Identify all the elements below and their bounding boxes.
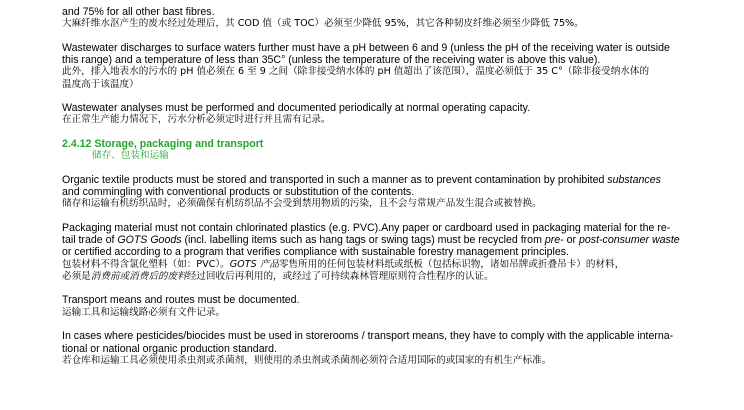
italic-term: pre- <box>544 234 564 247</box>
text-run: tail trade of <box>62 234 118 247</box>
paragraph-en-line: Transport means and routes must be documented. <box>62 294 300 307</box>
paragraph-en-line: Wastewater discharges to surface waters further must have a pH between 6 and 9 (unless the pH of the receiving water is outside <box>62 41 670 54</box>
paragraph-pesticides <box>62 330 688 367</box>
paragraph-retting-wastewater <box>62 6 688 31</box>
section-title-cn: 储存、包装和运输 <box>92 150 169 162</box>
paragraph-cn-line: 在正常生产能力情况下，污水分析必须定时进行并且需有记录。 <box>62 114 331 126</box>
paragraph-ph-temperature <box>62 42 688 91</box>
paragraph-cn-line: 大麻纤维水沤产生的废水经过处理后，其 COD 值（或 TOC）必须至少降低 95%，其它各种韧皮纤维必须至少降低 75%。 <box>62 18 584 30</box>
paragraph-cn-line: 温度高于该温度） <box>62 78 139 90</box>
text-run: Organic textile products must be stored and transported in such a manner as to prevent contamination by prohibited <box>62 173 608 186</box>
paragraph-en-line: tional or national organic production standard. <box>62 342 277 355</box>
italic-term: GOTS Goods <box>117 234 182 247</box>
paragraph-en-line: Wastewater analyses must be performed and documented periodically at normal operating capacity. <box>62 102 531 115</box>
text-run: 零售所用的任何包装材料纸或纸板（包括标识物，诸如吊牌或折叠吊卡）的材料， <box>278 258 625 270</box>
italic-term: 消费前或消费后的废料 <box>90 270 187 282</box>
paragraph-cn-line: 储存和运输有机纺织品时，必须确保有机纺织品不会受到禁用物质的污染，且不会与常规产品发生混合或被替换。 <box>62 198 542 210</box>
italic-term: post-consumer waste <box>579 234 680 247</box>
paragraph-en-line <box>62 174 688 186</box>
paragraph-en-line: this range) and a temperature of less than 35C° (unless the temperature of the receiving water is above this value). <box>62 54 601 67</box>
paragraph-en-line: and commingling with conventional products or substitution of the contents. <box>62 186 415 199</box>
paragraph-transport <box>62 294 688 319</box>
paragraph-cn-line <box>62 271 688 283</box>
italic-term: GOTS 产品 <box>229 258 279 270</box>
paragraph-en-line: and 75% for all other bast fibres. <box>62 6 215 18</box>
text-run: or <box>563 234 579 247</box>
paragraph-cn-line: 若仓库和运输工具必须使用杀虫剂或杀菌剂，则使用的杀虫剂或杀菌剂必须符合适用国际的或国家的有机生产标准。 <box>62 354 552 366</box>
text-run: 必须是 <box>62 270 91 282</box>
paragraph-packaging <box>62 222 688 283</box>
text-run: (incl. labelling items such as hang tags or swing tags) must be recycled from <box>181 234 545 247</box>
paragraph-en-line: Packaging material must not contain chlorinated plastics (e.g. PVC).Any paper or cardboard used in packaging material for the re- <box>62 221 671 234</box>
text-run: 包装材料不得含氯化塑料（如：PVC）。 <box>62 258 230 270</box>
paragraph-storage <box>62 174 688 211</box>
paragraph-wastewater-analyses <box>62 102 688 127</box>
text-run: 经过回收后再利用的，或经过了可持续森林管理原则符合性程序的认证。 <box>186 270 494 282</box>
document-page <box>62 6 688 378</box>
paragraph-cn-line: 此外，排入地表水的污水的 pH 值必须在 6 至 9 之间（除非接受纳水体的 pH 值超出了该范围），温度必须低于 35 C°（除非接受纳水体的 <box>62 66 650 78</box>
paragraph-en-line <box>62 234 688 246</box>
paragraph-cn-line <box>62 259 688 271</box>
section-heading <box>62 138 688 163</box>
italic-term: substances <box>607 173 661 186</box>
section-title: 2.4.12 Storage, packaging and transport <box>62 137 264 150</box>
paragraph-en-line: In cases where pesticides/biocides must be used in storerooms / transport means, they have to comply with the applicable interna- <box>62 330 674 343</box>
paragraph-en-line: or certified according to a program that verifies compliance with sustainable forestry management principles. <box>62 246 569 259</box>
paragraph-cn-line: 运输工具和运输线路必须有文件记录。 <box>62 306 226 318</box>
